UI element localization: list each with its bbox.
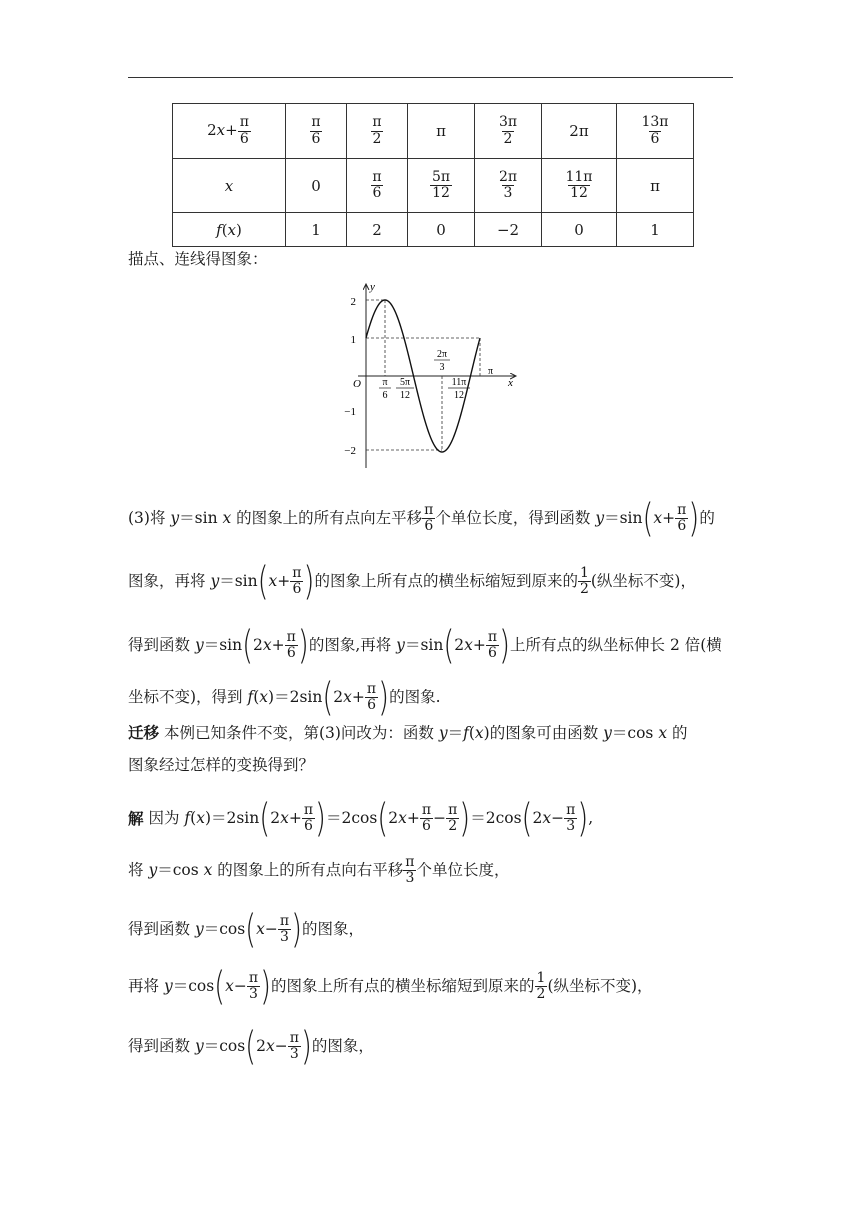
x-tick-2pi-3 (434, 349, 450, 373)
text: ＝2cos (470, 809, 522, 828)
text: x (203, 861, 213, 880)
table-cell: $\frac{11\pi}{12}$ (542, 159, 617, 213)
table-row (173, 159, 694, 213)
svg-text:π: π (382, 377, 388, 388)
text: )＝2sin (268, 688, 323, 707)
text: ＝cos (157, 861, 204, 880)
text: x (658, 724, 668, 742)
table-cell: $\frac{2\pi}{3}$ (475, 159, 542, 213)
text: y (194, 636, 204, 655)
svg-text:12: 12 (454, 390, 464, 401)
table-cell: 2x+ $\frac{\pi}{6}$ (173, 104, 286, 159)
text: 的图象上所有点的横坐标缩短到原来的 (271, 977, 535, 996)
text: y (603, 724, 612, 742)
text: x (259, 688, 269, 707)
text: y (438, 724, 448, 742)
table-cell: 2 (347, 213, 408, 247)
y-tick-label: 1 (350, 334, 356, 346)
text: 得到函数 (128, 920, 195, 939)
svg-text:12: 12 (400, 390, 410, 401)
text: 的 (667, 724, 688, 742)
text: 本例已知条件不变，第(3)问改为：函数 (159, 724, 439, 742)
text: 因为 (143, 809, 185, 828)
text: ＝sin (179, 509, 223, 528)
solution-line2: 将 y＝cos x 的图象上的所有点向右平移 $\frac{\pi}{3}$ 个单位长度， (128, 854, 510, 887)
table-cell: $\frac{\pi}{6}$ (286, 104, 347, 159)
transfer-line2: 图象经过怎样的变换得到？ (128, 756, 315, 774)
text: 的图象上的所有点向左平移 (231, 509, 423, 528)
table-cell: 2π (542, 104, 617, 159)
text: y (163, 977, 173, 996)
table-cell: π (617, 159, 694, 213)
text: ＝2cos (325, 809, 378, 828)
y-tick-label: −2 (344, 445, 356, 457)
table-cell: $\frac{\pi}{2}$ (347, 104, 408, 159)
text: ＝cos (172, 977, 215, 996)
x-axis-label: x (508, 377, 513, 389)
x-tick-5pi-12 (396, 377, 414, 401)
text: )的图象可由函数 (483, 724, 604, 742)
text: 得到函数 (128, 636, 195, 655)
text: x (222, 509, 232, 528)
solution-label: 解 (128, 809, 144, 829)
text: 图象，再将 (128, 572, 211, 591)
text: 的 (699, 509, 715, 528)
table-cell: 0 (286, 159, 347, 213)
text: 的图象， (302, 920, 365, 939)
table-cell: f(x) (173, 213, 286, 247)
text: f (463, 724, 469, 742)
table-cell: $\frac{3\pi}{2}$ (475, 104, 542, 159)
text: f (247, 688, 254, 707)
text: 个单位长度，得到函数 (435, 509, 596, 528)
svg-text:6: 6 (382, 390, 388, 401)
text: ＝cos (611, 724, 659, 742)
para3-line1: (3)将 y＝sin x 的图象上的所有点向左平移 $\frac{\pi}{6}$ 个单位长度，得到函数 y＝sin(x+ $\frac{\pi}{6}$ )的 (128, 495, 715, 542)
text: 得到函数 (128, 1037, 195, 1056)
text: (纵坐标不变)， (547, 977, 653, 996)
text: y (194, 920, 204, 939)
x-tick-pi: π (488, 366, 494, 377)
svg-text:2π: 2π (436, 349, 448, 360)
text: ＝cos (203, 920, 246, 939)
text: 上所有点的纵坐标伸长 2 倍(横 (510, 636, 722, 655)
table-cell: 0 (542, 213, 617, 247)
text: ＝cos (203, 1037, 246, 1056)
text: y (210, 572, 220, 591)
para3-line3: 得到函数 y＝sin(2x+ $\frac{\pi}{6}$ )的图象,再将 y＝sin(2x+ $\frac{\pi}{6}$ )上所有点的纵坐标伸长 2 倍(横 (128, 622, 722, 669)
svg-text:3: 3 (439, 362, 445, 373)
text: y (595, 509, 605, 528)
text: ( (253, 688, 260, 707)
text: x (196, 809, 205, 828)
text: 的图象. (389, 688, 441, 707)
text: y (170, 509, 180, 528)
text: ＝sin (604, 509, 643, 528)
text: 的图象上所有点的横坐标缩短到原来的 (314, 572, 578, 591)
table-cell: $\frac{\pi}{6}$ (347, 159, 408, 213)
y-tick-label: −1 (344, 406, 356, 418)
solution-line5: 得到函数 y＝cos(2x− $\frac{\pi}{3}$ )的图象， (128, 1023, 374, 1070)
table-cell: π (408, 104, 475, 159)
value-table (172, 103, 694, 247)
text: 坐标不变)，得到 (128, 688, 248, 707)
x-tick-pi-6 (379, 377, 391, 401)
table-row (173, 213, 694, 247)
text: f (184, 809, 191, 828)
text: 的图象上的所有点向右平移 (212, 861, 404, 880)
table-row (173, 104, 694, 159)
table-cell: 1 (617, 213, 694, 247)
table-cell: 0 (408, 213, 475, 247)
table-cell: $\frac{5\pi}{12}$ (408, 159, 475, 213)
text: , (588, 809, 594, 828)
text: )＝2sin (204, 809, 260, 828)
origin-label: O (353, 378, 361, 390)
text: ( (190, 809, 197, 828)
solution-line4: 再将 y＝cos(x− $\frac{\pi}{3}$ )的图象上所有点的横坐标缩短到原来的 $\frac{1}{2}$ (纵坐标不变)， (128, 963, 653, 1010)
fraction: $\frac{\pi}{6}$ (424, 502, 434, 535)
text: ＝ (447, 724, 464, 742)
graph-caption: 描点、连线得图象： (128, 250, 268, 268)
solution-line1: 解 因为 f(x)＝2sin(2x+ $\frac{\pi}{6}$ )＝2cos(2x+ $\frac{\pi}{6}$ − $\frac{\pi}{2}$ )＝2cos(2x− $\frac{\pi}{3}$ ), (128, 795, 594, 842)
solution-line3: 得到函数 y＝cos(x− $\frac{\pi}{3}$ )的图象， (128, 906, 365, 953)
text: 的图象,再将 (308, 636, 397, 655)
text: 个单位长度， (416, 861, 510, 880)
table-cell: 1 (286, 213, 347, 247)
text: (3)将 (128, 509, 171, 528)
text: ＝sin (203, 636, 243, 655)
text: y (396, 636, 405, 655)
y-axis-label: y (370, 281, 375, 293)
text: ＝sin (219, 572, 258, 591)
text: ( (468, 724, 475, 742)
text: 再将 (128, 977, 164, 996)
svg-text:5π: 5π (399, 377, 411, 388)
text: ＝sin (404, 636, 444, 655)
table-cell: x (173, 159, 286, 213)
y-tick-label: 2 (350, 296, 356, 308)
transfer-label: 迁移 (128, 723, 160, 742)
header-rule (128, 77, 733, 78)
table-cell: $\frac{13\pi}{6}$ (617, 104, 694, 159)
svg-text:11π: 11π (451, 377, 467, 388)
text: (纵坐标不变)， (590, 572, 696, 591)
text: 的图象， (311, 1037, 374, 1056)
table-cell: −2 (475, 213, 542, 247)
text: x (474, 724, 484, 742)
sine-graph (338, 278, 528, 470)
para3-line4: 坐标不变)，得到 f(x)＝2sin(2x+ $\frac{\pi}{6}$ )的图象. (128, 674, 441, 721)
transfer-line1 (128, 725, 688, 742)
text: y (194, 1037, 204, 1056)
text: y (148, 861, 158, 880)
para3-line2: 图象，再将 y＝sin(x+ $\frac{\pi}{6}$ )的图象上所有点的横坐标缩短到原来的 $\frac{1}{2}$ (纵坐标不变)， (128, 558, 696, 605)
text: 将 (128, 861, 149, 880)
